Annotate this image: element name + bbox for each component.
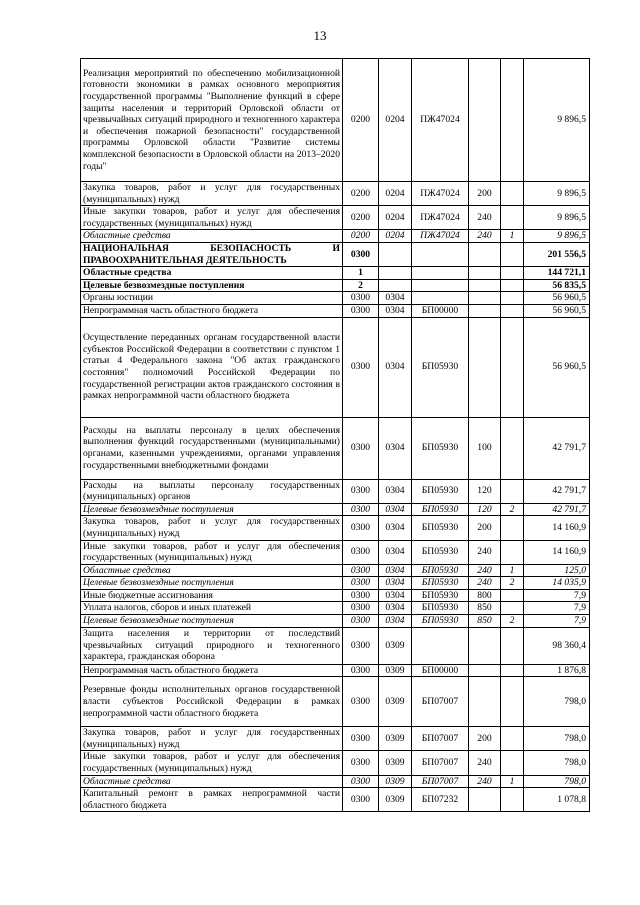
subsection-code-cell: 0304 <box>379 577 412 590</box>
subsection-code-cell: 0304 <box>379 292 412 305</box>
target-article-cell: БП05930 <box>412 589 469 602</box>
table-row <box>81 479 590 503</box>
table-row <box>81 59 590 182</box>
target-article-cell: ПЖ47024 <box>412 59 469 182</box>
subsection-code-cell: 0309 <box>379 627 412 664</box>
funding-source-cell <box>501 182 524 206</box>
funding-source-cell: 1 <box>501 564 524 577</box>
subsection-code-cell: 0304 <box>379 503 412 516</box>
item-name-cell: Реализация мероприятий по обеспечению мобилизационной готовности экономики в рамках основного мероприятия государственной программы "Выполнение функций в сфере защиты населения и территорий Орловской области от чрезвычайных ситуаций природного и техногенного характера и обеспечения пожарной безопасности" государственной программы Орловской области "Развитие системы комплексной безопасности в Орловской области на 2013–2020 годы" <box>81 59 343 182</box>
target-article-cell <box>412 267 469 280</box>
target-article-cell: БП05930 <box>412 564 469 577</box>
expense-type-cell <box>469 59 501 182</box>
section-code-cell: 0300 <box>343 677 379 727</box>
target-article-cell: БП05930 <box>412 417 469 479</box>
amount-cell: 201 556,5 <box>524 242 590 266</box>
amount-cell: 42 791,7 <box>524 417 590 479</box>
subsection-code-cell: 0309 <box>379 664 412 677</box>
amount-cell: 798,0 <box>524 727 590 751</box>
expense-type-cell: 240 <box>469 230 501 243</box>
item-name-cell: Целевые безвозмездные поступления <box>81 279 343 292</box>
subsection-code-cell: 0304 <box>379 564 412 577</box>
item-name-cell: Закупка товаров, работ и услуг для государственных (муниципальных) нужд <box>81 182 343 206</box>
expense-type-cell <box>469 317 501 417</box>
table-row <box>81 664 590 677</box>
table-row <box>81 503 590 516</box>
subsection-code-cell: 0304 <box>379 602 412 615</box>
funding-source-cell <box>501 292 524 305</box>
target-article-cell: БП07007 <box>412 775 469 788</box>
expense-type-cell: 800 <box>469 589 501 602</box>
funding-source-cell <box>501 727 524 751</box>
funding-source-cell <box>501 751 524 775</box>
funding-source-cell <box>501 304 524 317</box>
section-code-cell: 0200 <box>343 230 379 243</box>
subsection-code-cell: 0304 <box>379 304 412 317</box>
section-code-cell: 0300 <box>343 627 379 664</box>
amount-cell: 98 360,4 <box>524 627 590 664</box>
subsection-code-cell: 0304 <box>379 540 412 564</box>
funding-source-cell <box>501 206 524 230</box>
subsection-code-cell: 0309 <box>379 727 412 751</box>
table-row <box>81 775 590 788</box>
item-name-cell: Расходы на выплаты персоналу в целях обеспечения выполнения функций государственными (муниципальными) органами, казенными учреждениями, органами управления государственными внебюджетными фондами <box>81 417 343 479</box>
funding-source-cell <box>501 479 524 503</box>
funding-source-cell <box>501 516 524 540</box>
section-code-cell: 2 <box>343 279 379 292</box>
amount-cell: 1 876,8 <box>524 664 590 677</box>
amount-cell: 14 035,9 <box>524 577 590 590</box>
subsection-code-cell: 0304 <box>379 479 412 503</box>
item-name-cell: Защита населения и территории от последствий чрезвычайных ситуаций природного и техногенного характера, гражданская оборона <box>81 627 343 664</box>
table-row <box>81 279 590 292</box>
funding-source-cell: 1 <box>501 230 524 243</box>
table-row <box>81 230 590 243</box>
amount-cell: 56 960,5 <box>524 304 590 317</box>
item-name-cell: Областные средства <box>81 564 343 577</box>
table-row <box>81 417 590 479</box>
expense-type-cell: 240 <box>469 540 501 564</box>
expense-type-cell: 240 <box>469 577 501 590</box>
funding-source-cell <box>501 627 524 664</box>
target-article-cell <box>412 242 469 266</box>
expense-type-cell: 240 <box>469 775 501 788</box>
amount-cell: 798,0 <box>524 677 590 727</box>
section-code-cell: 0300 <box>343 292 379 305</box>
funding-source-cell: 2 <box>501 615 524 628</box>
expense-type-cell <box>469 664 501 677</box>
section-code-cell: 0200 <box>343 182 379 206</box>
section-code-cell: 0300 <box>343 304 379 317</box>
target-article-cell: БП05930 <box>412 540 469 564</box>
item-name-cell: Целевые безвозмездные поступления <box>81 615 343 628</box>
target-article-cell: БП07007 <box>412 727 469 751</box>
target-article-cell: БП00000 <box>412 664 469 677</box>
target-article-cell <box>412 627 469 664</box>
expense-type-cell: 240 <box>469 751 501 775</box>
target-article-cell: БП07007 <box>412 751 469 775</box>
amount-cell: 798,0 <box>524 775 590 788</box>
item-name-cell: Закупка товаров, работ и услуг для государственных (муниципальных) нужд <box>81 516 343 540</box>
target-article-cell: БП05930 <box>412 317 469 417</box>
item-name-cell: Иные бюджетные ассигнования <box>81 589 343 602</box>
amount-cell: 42 791,7 <box>524 503 590 516</box>
subsection-code-cell <box>379 242 412 266</box>
subsection-code-cell: 0204 <box>379 59 412 182</box>
item-name-cell: Иные закупки товаров, работ и услуг для обеспечения государственных (муниципальных) нужд <box>81 751 343 775</box>
target-article-cell: БП05930 <box>412 503 469 516</box>
section-code-cell: 0300 <box>343 775 379 788</box>
item-name-cell: Целевые безвозмездные поступления <box>81 577 343 590</box>
target-article-cell: БП00000 <box>412 304 469 317</box>
amount-cell: 7,9 <box>524 615 590 628</box>
table-row <box>81 292 590 305</box>
table-row <box>81 182 590 206</box>
expense-type-cell: 850 <box>469 615 501 628</box>
amount-cell: 9 896,5 <box>524 206 590 230</box>
item-name-cell: Осуществление переданных органам государственной власти субъектов Российской Федерации в соответствии с пунктом 1 статьи 4 Федерального закона "Об актах гражданского состояния" полномочий Российской Федерации по государственной регистрации актов гражданского состояния в рамках непрограммной части областного бюджета <box>81 317 343 417</box>
expense-type-cell: 850 <box>469 602 501 615</box>
section-code-cell: 0300 <box>343 516 379 540</box>
expense-type-cell: 120 <box>469 503 501 516</box>
funding-source-cell <box>501 589 524 602</box>
target-article-cell: БП05930 <box>412 615 469 628</box>
section-code-cell: 0300 <box>343 615 379 628</box>
item-name-cell: Иные закупки товаров, работ и услуг для обеспечения государственных (муниципальных) нужд <box>81 540 343 564</box>
subsection-code-cell <box>379 267 412 280</box>
target-article-cell: БП07232 <box>412 788 469 812</box>
section-code-cell: 0300 <box>343 727 379 751</box>
item-name-cell: Областные средства <box>81 775 343 788</box>
target-article-cell: ПЖ47024 <box>412 182 469 206</box>
table-row <box>81 206 590 230</box>
table-row <box>81 788 590 812</box>
target-article-cell: БП05930 <box>412 577 469 590</box>
expense-type-cell: 240 <box>469 206 501 230</box>
target-article-cell: БП07007 <box>412 677 469 727</box>
subsection-code-cell: 0309 <box>379 677 412 727</box>
expense-type-cell <box>469 267 501 280</box>
item-name-cell: НАЦИОНАЛЬНАЯ БЕЗОПАСНОСТЬ И ПРАВООХРАНИТЕЛЬНАЯ ДЕЯТЕЛЬНОСТЬ <box>81 242 343 266</box>
target-article-cell: БП05930 <box>412 516 469 540</box>
expense-type-cell <box>469 627 501 664</box>
expense-type-cell <box>469 677 501 727</box>
section-code-cell: 0300 <box>343 788 379 812</box>
subsection-code-cell: 0204 <box>379 206 412 230</box>
section-code-cell: 0300 <box>343 242 379 266</box>
amount-cell: 9 896,5 <box>524 230 590 243</box>
item-name-cell: Расходы на выплаты персоналу государственных (муниципальных) органов <box>81 479 343 503</box>
subsection-code-cell: 0309 <box>379 751 412 775</box>
table-row <box>81 602 590 615</box>
item-name-cell: Резервные фонды исполнительных органов государственной власти субъектов Российской Федерации в рамках непрограммной части областного бюджета <box>81 677 343 727</box>
amount-cell: 7,9 <box>524 602 590 615</box>
expense-type-cell <box>469 304 501 317</box>
section-code-cell: 0300 <box>343 602 379 615</box>
expense-type-cell: 100 <box>469 417 501 479</box>
table-row <box>81 677 590 727</box>
amount-cell: 14 160,9 <box>524 516 590 540</box>
table-row <box>81 304 590 317</box>
section-code-cell: 0200 <box>343 59 379 182</box>
item-name-cell: Областные средства <box>81 230 343 243</box>
subsection-code-cell: 0204 <box>379 230 412 243</box>
section-code-cell: 0300 <box>343 577 379 590</box>
target-article-cell: БП05930 <box>412 602 469 615</box>
funding-source-cell <box>501 540 524 564</box>
expense-type-cell: 200 <box>469 516 501 540</box>
item-name-cell: Целевые безвозмездные поступления <box>81 503 343 516</box>
funding-source-cell <box>501 602 524 615</box>
funding-source-cell: 2 <box>501 503 524 516</box>
section-code-cell: 0300 <box>343 479 379 503</box>
amount-cell: 798,0 <box>524 751 590 775</box>
expense-type-cell <box>469 279 501 292</box>
section-code-cell: 0300 <box>343 751 379 775</box>
funding-source-cell <box>501 664 524 677</box>
funding-source-cell <box>501 788 524 812</box>
table-row <box>81 242 590 266</box>
subsection-code-cell: 0309 <box>379 788 412 812</box>
table-row <box>81 615 590 628</box>
subsection-code-cell: 0304 <box>379 516 412 540</box>
table-row <box>81 727 590 751</box>
amount-cell: 1 078,8 <box>524 788 590 812</box>
amount-cell: 56 960,5 <box>524 317 590 417</box>
subsection-code-cell: 0304 <box>379 317 412 417</box>
section-code-cell: 0300 <box>343 417 379 479</box>
table-row <box>81 317 590 417</box>
funding-source-cell <box>501 59 524 182</box>
table-body <box>81 59 590 812</box>
item-name-cell: Органы юстиции <box>81 292 343 305</box>
expense-type-cell: 240 <box>469 564 501 577</box>
target-article-cell <box>412 292 469 305</box>
funding-source-cell <box>501 677 524 727</box>
funding-source-cell <box>501 279 524 292</box>
funding-source-cell: 2 <box>501 577 524 590</box>
subsection-code-cell: 0304 <box>379 615 412 628</box>
section-code-cell: 0300 <box>343 564 379 577</box>
table-row <box>81 751 590 775</box>
expense-type-cell: 200 <box>469 727 501 751</box>
subsection-code-cell: 0204 <box>379 182 412 206</box>
amount-cell: 125,0 <box>524 564 590 577</box>
expense-type-cell <box>469 242 501 266</box>
amount-cell: 9 896,5 <box>524 182 590 206</box>
funding-source-cell <box>501 242 524 266</box>
expense-type-cell <box>469 292 501 305</box>
section-code-cell: 1 <box>343 267 379 280</box>
expense-type-cell <box>469 788 501 812</box>
budget-table <box>80 58 590 812</box>
expense-type-cell: 120 <box>469 479 501 503</box>
item-name-cell: Иные закупки товаров, работ и услуг для обеспечения государственных (муниципальных) нужд <box>81 206 343 230</box>
subsection-code-cell: 0304 <box>379 589 412 602</box>
funding-source-cell <box>501 317 524 417</box>
amount-cell: 56 835,5 <box>524 279 590 292</box>
amount-cell: 56 960,5 <box>524 292 590 305</box>
subsection-code-cell: 0309 <box>379 775 412 788</box>
funding-source-cell: 1 <box>501 775 524 788</box>
target-article-cell: ПЖ47024 <box>412 230 469 243</box>
section-code-cell: 0300 <box>343 589 379 602</box>
page-number: 13 <box>313 28 327 43</box>
item-name-cell: Капитальный ремонт в рамках непрограммной части областного бюджета <box>81 788 343 812</box>
amount-cell: 14 160,9 <box>524 540 590 564</box>
target-article-cell <box>412 279 469 292</box>
amount-cell: 7,9 <box>524 589 590 602</box>
item-name-cell: Непрограммная часть областного бюджета <box>81 664 343 677</box>
section-code-cell: 0300 <box>343 664 379 677</box>
item-name-cell: Закупка товаров, работ и услуг для государственных (муниципальных) нужд <box>81 727 343 751</box>
table-row <box>81 564 590 577</box>
item-name-cell: Уплата налогов, сборов и иных платежей <box>81 602 343 615</box>
funding-source-cell <box>501 267 524 280</box>
table-row <box>81 627 590 664</box>
amount-cell: 144 721,1 <box>524 267 590 280</box>
target-article-cell: БП05930 <box>412 479 469 503</box>
item-name-cell: Непрограммная часть областного бюджета <box>81 304 343 317</box>
section-code-cell: 0300 <box>343 317 379 417</box>
subsection-code-cell: 0304 <box>379 417 412 479</box>
section-code-cell: 0300 <box>343 540 379 564</box>
target-article-cell: ПЖ47024 <box>412 206 469 230</box>
amount-cell: 9 896,5 <box>524 59 590 182</box>
section-code-cell: 0200 <box>343 206 379 230</box>
subsection-code-cell <box>379 279 412 292</box>
funding-source-cell <box>501 417 524 479</box>
table-row <box>81 267 590 280</box>
table-row <box>81 516 590 540</box>
expense-type-cell: 200 <box>469 182 501 206</box>
amount-cell: 42 791,7 <box>524 479 590 503</box>
table-row <box>81 540 590 564</box>
table-row <box>81 577 590 590</box>
section-code-cell: 0300 <box>343 503 379 516</box>
table-row <box>81 589 590 602</box>
item-name-cell: Областные средства <box>81 267 343 280</box>
